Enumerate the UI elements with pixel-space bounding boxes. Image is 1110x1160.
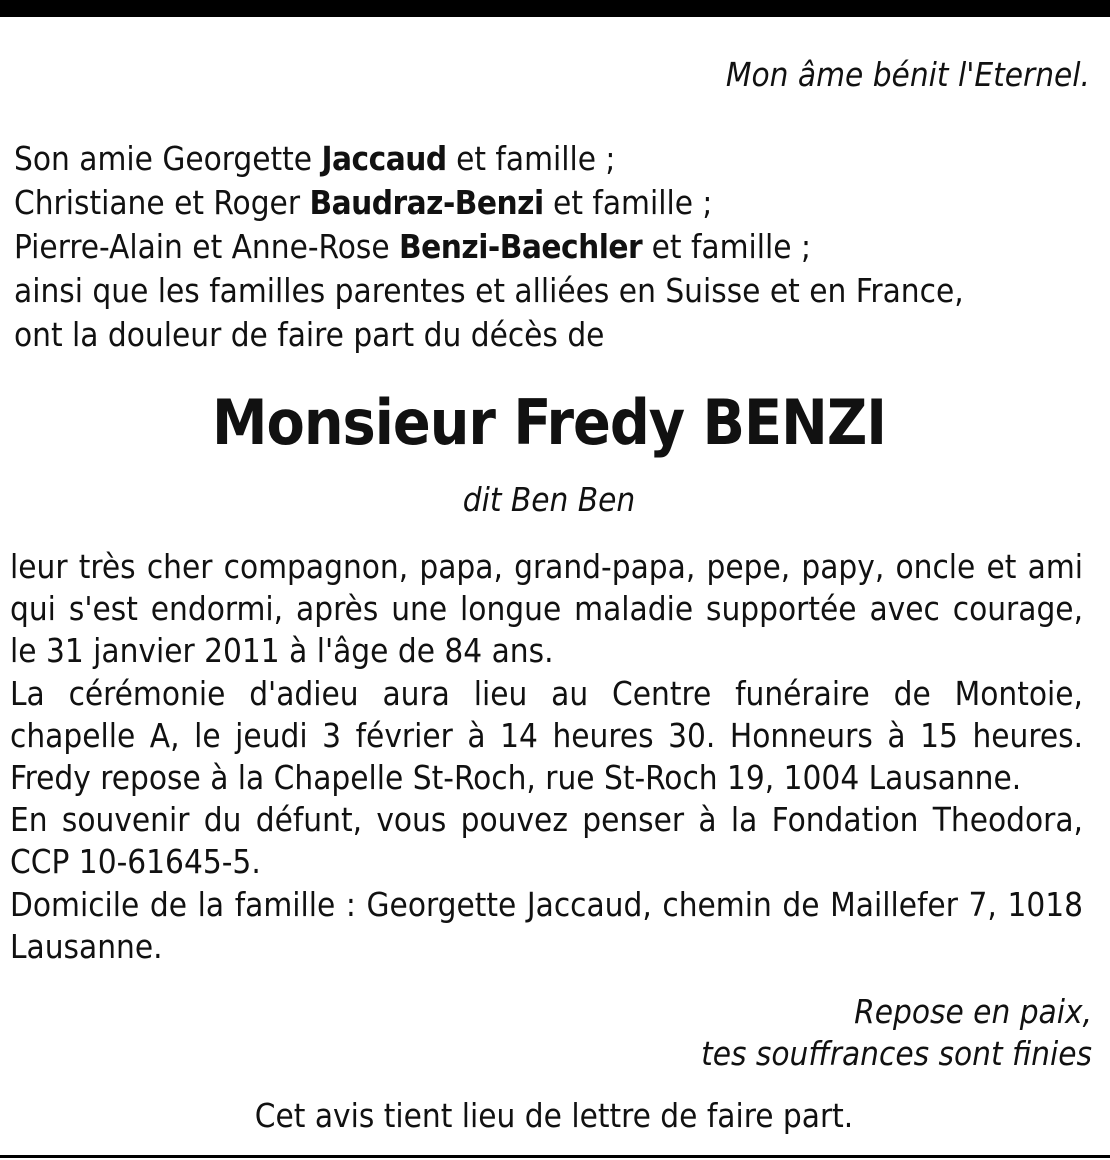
notice-statement: Cet avis tient lieu de lettre de faire part. [254, 1096, 854, 1135]
relatives-line: ainsi que les familles parentes et alliées en Suisse et en France, [14, 271, 964, 310]
obituary-body [10, 546, 1083, 968]
closing-verse [701, 991, 1092, 1075]
mourners-list [14, 137, 964, 357]
announcement-line: ont la douleur de faire part du décès de [14, 315, 605, 354]
body-paragraph: leur très cher compagnon, papa, grand-papa, pepe, papy, oncle et ami qui s'est endormi, après une longue maladie supportée avec courage, le 31 janvier 2011 à l'âge de 84 ans. [10, 547, 1083, 671]
mourner-suffix: et famille ; [642, 227, 811, 266]
body-paragraph: La cérémonie d'adieu aura lieu au Centre funéraire de Montoie, chapelle A, le jeudi 3 février à 14 heures 30. Honneurs à 15 heures. Fredy repose à la Chapelle St-Roch, rue St-Roch 19, 1004 Lausanne. [10, 673, 1083, 798]
mourner-line [14, 137, 964, 181]
body-paragraph: Domicile de la famille : Georgette Jaccaud, chemin de Maillefer 7, 1018 Lausanne. [10, 884, 1083, 966]
mourner-surname: Jaccaud [321, 139, 447, 178]
mourner-suffix: et famille ; [446, 139, 616, 178]
deceased-nickname: dit Ben Ben [462, 480, 636, 519]
mourner-line [14, 225, 964, 269]
deceased-name: Monsieur Fredy BENZI [211, 386, 887, 459]
mourner-line [14, 181, 964, 225]
scripture-motto: Mon âme bénit l'Eternel. [725, 55, 1090, 94]
closing-line: tes souffrances sont finies [701, 1034, 1092, 1073]
mourner-surname: Baudraz-Benzi [309, 183, 544, 222]
mourner-suffix: et famille ; [543, 183, 713, 222]
mourner-given-names: Pierre-Alain et Anne-Rose [14, 227, 400, 266]
mourner-given-names: Christiane et Roger [14, 183, 310, 222]
mourner-given-names: Son amie Georgette [14, 139, 322, 178]
top-border-rule [0, 0, 1110, 17]
bottom-border-rule [0, 1155, 1110, 1158]
closing-line: Repose en paix, [854, 992, 1092, 1031]
body-paragraph: En souvenir du défunt, vous pouvez penser à la Fondation Theodora, CCP 10-61645-5. [10, 800, 1083, 882]
mourner-surname: Benzi-Baechler [399, 227, 643, 266]
